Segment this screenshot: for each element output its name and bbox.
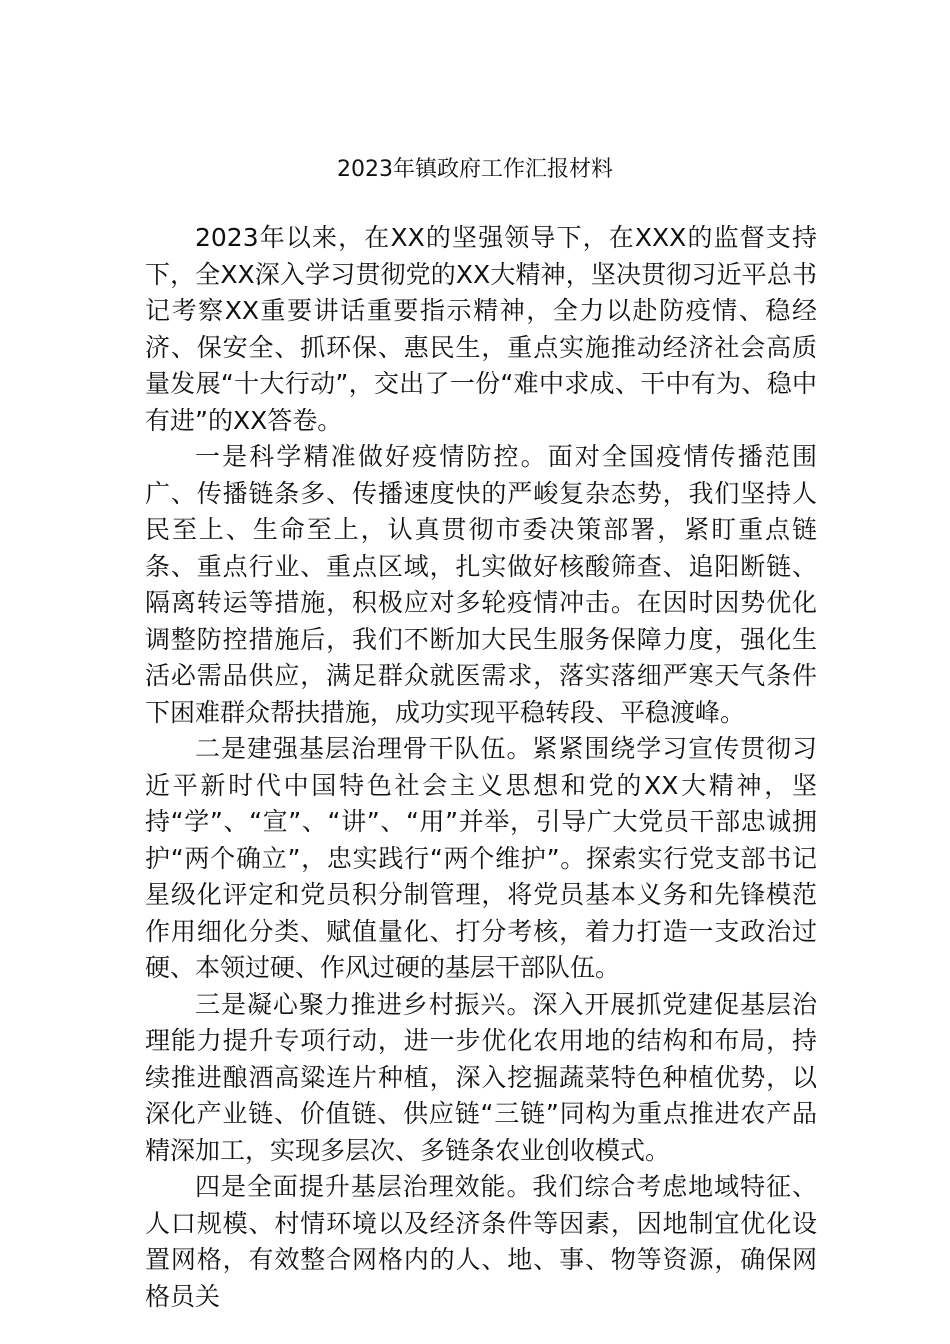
paragraph-governance-efficiency: 四是全面提升基层治理效能。我们综合考虑地域特征、人口规模、村情环境以及经济条件等因素，因地制宜优化设置网格，有效整合网格内的人、地、事、物等资源，确保网格员关 [145, 1172, 817, 1311]
paragraph-cadre-team: 二是建强基层治理骨干队伍。紧紧围绕学习宣传贯彻习近平新时代中国特色社会主义思想和党的XX大精神，坚持“学”、“宣”、“讲”、“用”并举，引导广大党员干部忠诚拥护“两个确立”，忠实践行“两个维护”。探索实行党支部书记星级化评定和党员积分制管理，将党员基本义务和先锋模范作用细化分类、赋值量化、打分考核，着力打造一支政治过硬、本领过硬、作风过硬的基层干部队伍。 [145, 734, 817, 982]
document-body [145, 220, 817, 1315]
paragraph-epidemic-control: 一是科学精准做好疫情防控。面对全国疫情传播范围广、传播链条多、传播速度快的严峻复杂态势，我们坚持人民至上、生命至上，认真贯彻市委决策部署，紧盯重点链条、重点行业、重点区域，扎实做好核酸筛查、追阳断链、隔离转运等措施，积极应对多轮疫情冲击。在因时因势优化调整防控措施后，我们不断加大民生服务保障力度，强化生活必需品供应，满足群众就医需求，落实落细严寒天气条件下困难群众帮扶措施，成功实现平稳转段、平稳渡峰。 [145, 442, 817, 727]
document-title: 2023年镇政府工作汇报材料 [337, 157, 613, 182]
paragraph-rural-revitalization: 三是凝心聚力推进乡村振兴。深入开展抓党建促基层治理能力提升专项行动，进一步优化农用地的结构和布局，持续推进酿酒高粱连片种植，深入挖掘蔬菜特色种植优势，以深化产业链、价值链、供应链“三链”同构为重点推进农产品精深加工，实现多层次、多链条农业创收模式。 [145, 989, 817, 1165]
paragraph-intro: 2023年以来，在XX的坚强领导下，在XXX的监督支持下，全XX深入学习贯彻党的XX大精神，坚决贯彻习近平总书记考察XX重要讲话重要指示精神，全力以赴防疫情、稳经济、保安全、抓环保、惠民生，重点实施推动经济社会高质量发展“十大行动”，交出了一份“难中求成、干中有为、稳中有进”的XX答卷。 [145, 223, 817, 435]
